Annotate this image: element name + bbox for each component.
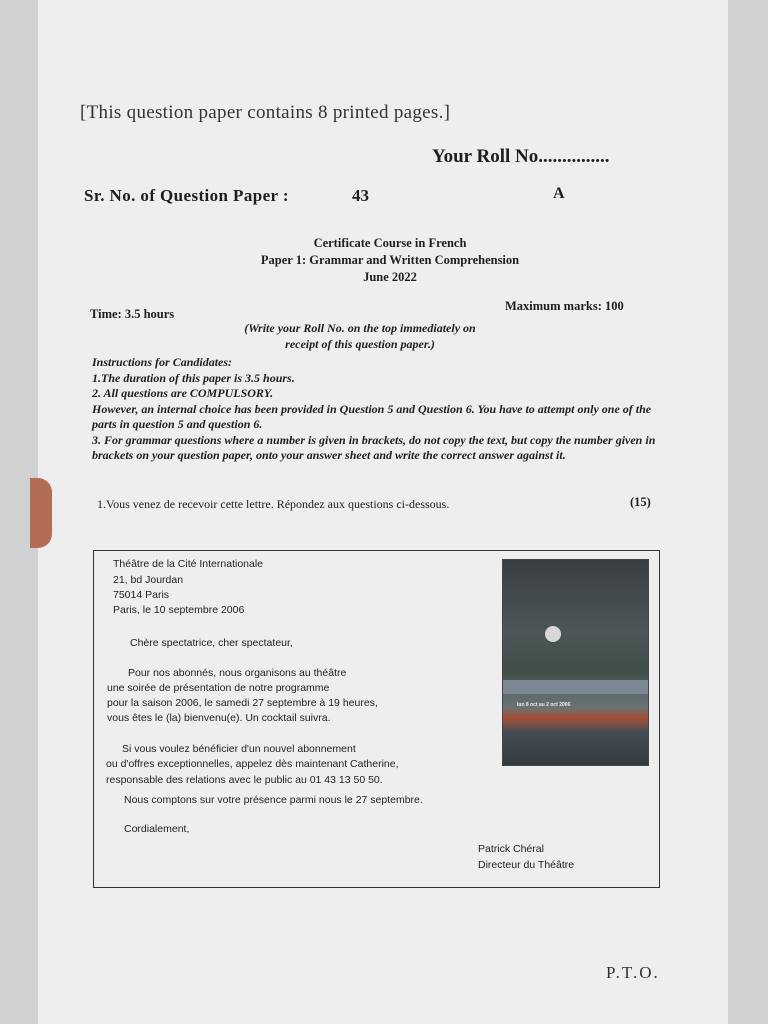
letter-address-line: 75014 Paris [113, 589, 170, 601]
paper-set-letter: A [553, 185, 565, 202]
instruction-item: 1.The duration of this paper is 3.5 hours. [92, 370, 295, 385]
letter-paragraph-line: vous êtes le (la) bienvenu(e). Un cocktail suivra. [107, 712, 331, 724]
theatre-poster-image [502, 559, 649, 766]
signature-title: Directeur du Théâtre [478, 859, 575, 871]
holding-finger [30, 478, 52, 548]
instructions-heading: Instructions for Candidates: [92, 355, 233, 369]
pages-note: [This question paper contains 8 printed pages.] [80, 102, 451, 123]
letter-address-line: Théâtre de la Cité Internationale [113, 558, 264, 570]
poster-band [503, 680, 648, 694]
serial-number-value: 43 [352, 186, 369, 205]
poster-caption: lun 8 oct au 2 oct 2006 [517, 702, 571, 708]
letter-paragraph-line: Nous comptons sur votre présence parmi nous le 27 septembre. [124, 794, 423, 806]
exam-date: June 2022 [363, 270, 417, 284]
please-turn-over: P.T.O. [606, 963, 660, 982]
letter-paragraph-line: ou d'offres exceptionnelles, appelez dès maintenant Catherine, [106, 758, 399, 770]
letter-address-line: 21, bd Jourdan [113, 574, 184, 586]
letter-closing: Cordialement, [124, 823, 190, 835]
question-1-marks: (15) [630, 495, 651, 509]
serial-number-label: Sr. No. of Question Paper : [84, 186, 289, 205]
roll-instruction: (Write your Roll No. on the top immediately on receipt of this question paper.) [244, 321, 476, 351]
letter-paragraph-line: Si vous voulez bénéficier d'un nouvel abonnement [122, 743, 356, 755]
letter-greeting: Chère spectatrice, cher spectateur, [130, 637, 293, 649]
letter-paragraph-line: pour la saison 2006, le samedi 27 septembre à 19 heures, [107, 697, 378, 709]
instruction-item: 3. For grammar questions where a number is given in brackets, do not copy the text, but copy the number given in brackets on your question paper, onto your answer sheet and write the correct answer against it. [92, 432, 656, 462]
letter-date: Paris, le 10 septembre 2006 [113, 604, 245, 616]
instructions-block [92, 355, 657, 464]
roll-number-field: Your Roll No............... [432, 146, 610, 167]
letter-paragraph-line: responsable des relations avec le public au 01 43 13 50 50. [106, 774, 383, 786]
letter-paragraph-line: Pour nos abonnés, nous organisons au théâtre [128, 667, 347, 679]
paper-title: Paper 1: Grammar and Written Comprehension [260, 253, 520, 267]
poster-figure [545, 626, 561, 642]
course-title: Certificate Course in French [313, 236, 467, 250]
question-1-text: 1.Vous venez de recevoir cette lettre. Répondez aux questions ci-dessous. [97, 497, 450, 511]
time-allowed: Time: 3.5 hours [90, 307, 175, 321]
signature-name: Patrick Chéral [478, 843, 544, 855]
maximum-marks: Maximum marks: 100 [505, 299, 624, 313]
letter-paragraph-line: une soirée de présentation de notre programme [107, 682, 330, 694]
instruction-item: 2. All questions are COMPULSORY. [92, 386, 274, 400]
instruction-item: However, an internal choice has been provided in Question 5 and Question 6. You have to attempt only one of the parts in question 5 and question 6. [92, 401, 652, 431]
